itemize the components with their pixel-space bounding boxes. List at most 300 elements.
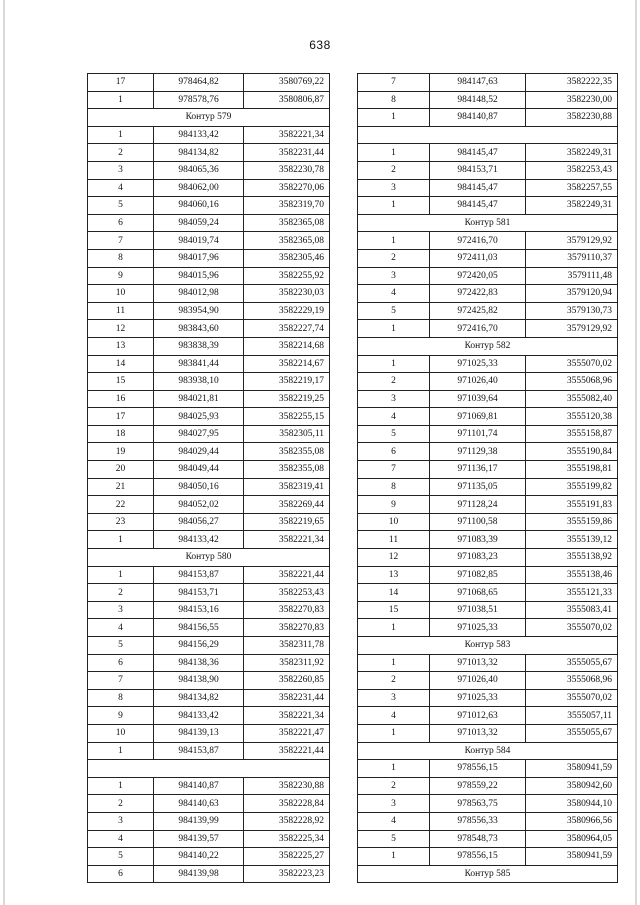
x-coordinate: 984012,98: [154, 285, 244, 303]
x-coordinate: 984062,00: [154, 179, 244, 197]
y-coordinate: 3582257,55: [526, 179, 618, 197]
table-row: [88, 179, 330, 197]
x-coordinate: 984017,96: [154, 249, 244, 267]
x-coordinate: 984049,44: [154, 461, 244, 479]
y-coordinate: 3582365,08: [244, 232, 330, 250]
table-row: [358, 425, 618, 443]
table-row: [358, 566, 618, 584]
y-coordinate: 3580941,59: [526, 760, 618, 778]
y-coordinate: 3555070,02: [526, 619, 618, 637]
x-coordinate: 971136,17: [430, 461, 526, 479]
point-number: 7: [88, 672, 154, 690]
point-number: 12: [358, 549, 430, 567]
y-coordinate: 3580769,22: [244, 74, 330, 92]
y-coordinate: 3555190,84: [526, 443, 618, 461]
x-coordinate: 984156,29: [154, 637, 244, 655]
point-number: 7: [88, 232, 154, 250]
point-number: 20: [88, 461, 154, 479]
point-number: 5: [88, 197, 154, 215]
point-number: 13: [88, 337, 154, 355]
y-coordinate: 3582230,88: [244, 777, 330, 795]
y-coordinate: 3582255,15: [244, 408, 330, 426]
x-coordinate: 984153,87: [154, 566, 244, 584]
table-row: [358, 197, 618, 215]
y-coordinate: 3582214,68: [244, 337, 330, 355]
x-coordinate: 984134,82: [154, 689, 244, 707]
coordinates-table-left: [87, 73, 330, 883]
y-coordinate: 3582305,11: [244, 425, 330, 443]
contour-title: Контур 582: [358, 337, 618, 355]
y-coordinate: 3582222,35: [526, 74, 618, 92]
contour-title: Контур 584: [358, 742, 618, 760]
x-coordinate: 971068,65: [430, 584, 526, 602]
y-coordinate: 3555191,83: [526, 496, 618, 514]
x-coordinate: 984065,36: [154, 161, 244, 179]
contour-title: Контур 581: [358, 214, 618, 232]
table-row: [88, 584, 330, 602]
y-coordinate: 3582253,43: [244, 584, 330, 602]
table-row: [358, 707, 618, 725]
contour-header-row: [358, 637, 618, 655]
table-row: [358, 689, 618, 707]
contour-header-row: [358, 742, 618, 760]
x-coordinate: 984029,44: [154, 443, 244, 461]
table-row: [358, 267, 618, 285]
x-coordinate: 984147,63: [430, 74, 526, 92]
table-row: [88, 672, 330, 690]
x-coordinate: 971100,58: [430, 513, 526, 531]
x-coordinate: 984153,71: [430, 161, 526, 179]
table-row: [358, 619, 618, 637]
point-number: 9: [88, 707, 154, 725]
x-coordinate: 983954,90: [154, 302, 244, 320]
x-coordinate: 971083,39: [430, 531, 526, 549]
x-coordinate: 972411,03: [430, 249, 526, 267]
point-number: 4: [88, 619, 154, 637]
x-coordinate: 984019,74: [154, 232, 244, 250]
point-number: 2: [88, 795, 154, 813]
x-coordinate: 978464,82: [154, 74, 244, 92]
x-coordinate: 984148,52: [430, 91, 526, 109]
x-coordinate: 978556,15: [430, 760, 526, 778]
table-row: [88, 707, 330, 725]
table-row: [88, 777, 330, 795]
point-number: 7: [358, 74, 430, 92]
y-coordinate: 3582219,25: [244, 390, 330, 408]
point-number: 1: [358, 197, 430, 215]
point-number: 6: [88, 214, 154, 232]
x-coordinate: 984140,22: [154, 848, 244, 866]
y-coordinate: 3580964,05: [526, 830, 618, 848]
y-coordinate: 3582231,44: [244, 689, 330, 707]
table-row: [358, 724, 618, 742]
y-coordinate: 3582219,65: [244, 513, 330, 531]
point-number: 5: [88, 848, 154, 866]
point-number: 1: [358, 320, 430, 338]
point-number: 2: [88, 584, 154, 602]
x-coordinate: 984140,63: [154, 795, 244, 813]
point-number: 3: [358, 689, 430, 707]
x-coordinate: 972416,70: [430, 320, 526, 338]
table-row: [358, 496, 618, 514]
table-row: [358, 408, 618, 426]
page-number: 638: [309, 38, 331, 52]
y-coordinate: 3555139,12: [526, 531, 618, 549]
y-coordinate: 3582221,44: [244, 742, 330, 760]
table-row: [88, 425, 330, 443]
y-coordinate: 3555121,33: [526, 584, 618, 602]
point-number: 4: [358, 285, 430, 303]
x-coordinate: 971025,33: [430, 689, 526, 707]
y-coordinate: 3582221,34: [244, 707, 330, 725]
point-number: 4: [358, 707, 430, 725]
y-coordinate: 3582305,46: [244, 249, 330, 267]
point-number: 17: [88, 408, 154, 426]
point-number: 1: [88, 91, 154, 109]
point-number: 2: [358, 672, 430, 690]
table-row: [88, 161, 330, 179]
table-row: [358, 109, 618, 127]
x-coordinate: 984134,82: [154, 144, 244, 162]
point-number: 1: [358, 848, 430, 866]
x-coordinate: 972416,70: [430, 232, 526, 250]
x-coordinate: 984133,42: [154, 707, 244, 725]
point-number: 6: [358, 443, 430, 461]
point-number: 6: [88, 865, 154, 883]
y-coordinate: 3580966,56: [526, 812, 618, 830]
x-coordinate: 984025,93: [154, 408, 244, 426]
point-number: 1: [358, 355, 430, 373]
point-number: 11: [358, 531, 430, 549]
point-number: 2: [358, 373, 430, 391]
x-coordinate: 984145,47: [430, 179, 526, 197]
table-row: [358, 760, 618, 778]
x-coordinate: 984027,95: [154, 425, 244, 443]
y-coordinate: 3582319,70: [244, 197, 330, 215]
y-coordinate: 3579129,92: [526, 232, 618, 250]
point-number: 11: [88, 302, 154, 320]
table-row: [358, 513, 618, 531]
table-row: [358, 390, 618, 408]
point-number: 1: [358, 232, 430, 250]
point-number: 6: [88, 654, 154, 672]
y-coordinate: 3582228,84: [244, 795, 330, 813]
x-coordinate: 971013,32: [430, 724, 526, 742]
x-coordinate: 984153,16: [154, 601, 244, 619]
x-coordinate: 984139,98: [154, 865, 244, 883]
point-number: 15: [88, 373, 154, 391]
x-coordinate: 984139,57: [154, 830, 244, 848]
table-row: [358, 654, 618, 672]
table-row: [88, 197, 330, 215]
point-number: 18: [88, 425, 154, 443]
point-number: 7: [358, 461, 430, 479]
point-number: 1: [358, 144, 430, 162]
point-number: 17: [88, 74, 154, 92]
x-coordinate: 978556,15: [430, 848, 526, 866]
y-coordinate: 3582227,74: [244, 320, 330, 338]
point-number: 5: [358, 425, 430, 443]
x-coordinate: 984139,99: [154, 812, 244, 830]
y-coordinate: 3555068,96: [526, 672, 618, 690]
table-row: [88, 637, 330, 655]
table-row: [88, 461, 330, 479]
scan-edge-right: [635, 0, 637, 905]
table-row: [358, 795, 618, 813]
point-number: 5: [358, 302, 430, 320]
point-number: 1: [358, 654, 430, 672]
point-number: 1: [358, 724, 430, 742]
x-coordinate: 984133,42: [154, 126, 244, 144]
x-coordinate: 984060,16: [154, 197, 244, 215]
x-coordinate: 971012,63: [430, 707, 526, 725]
contour-title: Контур 585: [358, 865, 618, 883]
contour-header-row: [358, 214, 618, 232]
y-coordinate: 3582260,85: [244, 672, 330, 690]
blank-separator-row: [88, 760, 330, 778]
table-row: [358, 830, 618, 848]
point-number: 8: [358, 91, 430, 109]
table-row: [88, 478, 330, 496]
contour-header-row: [358, 337, 618, 355]
table-row: [358, 478, 618, 496]
y-coordinate: 3582229,19: [244, 302, 330, 320]
x-coordinate: 984052,02: [154, 496, 244, 514]
point-number: 3: [88, 601, 154, 619]
y-coordinate: 3582221,47: [244, 724, 330, 742]
contour-header-row: [358, 865, 618, 883]
y-coordinate: 3582355,08: [244, 443, 330, 461]
y-coordinate: 3582270,83: [244, 619, 330, 637]
y-coordinate: 3582355,08: [244, 461, 330, 479]
point-number: 4: [358, 812, 430, 830]
y-coordinate: 3582253,43: [526, 161, 618, 179]
y-coordinate: 3582221,44: [244, 566, 330, 584]
table-row: [358, 249, 618, 267]
point-number: 23: [88, 513, 154, 531]
table-row: [358, 848, 618, 866]
table-row: [88, 249, 330, 267]
y-coordinate: 3555055,67: [526, 654, 618, 672]
y-coordinate: 3582225,27: [244, 848, 330, 866]
y-coordinate: 3582230,00: [526, 91, 618, 109]
point-number: 4: [88, 179, 154, 197]
table-row: [88, 91, 330, 109]
point-number: 16: [88, 390, 154, 408]
x-coordinate: 971026,40: [430, 672, 526, 690]
table-row: [88, 812, 330, 830]
x-coordinate: 971025,33: [430, 355, 526, 373]
y-coordinate: 3579120,94: [526, 285, 618, 303]
table-row: [358, 549, 618, 567]
point-number: 12: [88, 320, 154, 338]
table-row: [358, 443, 618, 461]
point-number: 8: [358, 478, 430, 496]
contour-title: Контур 580: [88, 549, 330, 567]
point-number: 9: [358, 496, 430, 514]
x-coordinate: 984133,42: [154, 531, 244, 549]
point-number: 4: [358, 408, 430, 426]
point-number: 8: [88, 689, 154, 707]
x-coordinate: 984140,87: [430, 109, 526, 127]
table-row: [358, 461, 618, 479]
blank-cell: [358, 126, 618, 144]
table-row: [88, 443, 330, 461]
blank-cell: [88, 760, 330, 778]
y-coordinate: 3582365,08: [244, 214, 330, 232]
x-coordinate: 978559,22: [430, 777, 526, 795]
scan-edge-left: [3, 0, 5, 905]
y-coordinate: 3580806,87: [244, 91, 330, 109]
x-coordinate: 984138,36: [154, 654, 244, 672]
y-coordinate: 3580944,10: [526, 795, 618, 813]
point-number: 2: [358, 249, 430, 267]
point-number: 3: [358, 795, 430, 813]
table-row: [88, 267, 330, 285]
y-coordinate: 3580941,59: [526, 848, 618, 866]
y-coordinate: 3555199,82: [526, 478, 618, 496]
point-number: 10: [88, 724, 154, 742]
x-coordinate: 978548,73: [430, 830, 526, 848]
point-number: 1: [358, 619, 430, 637]
x-coordinate: 971101,74: [430, 425, 526, 443]
contour-header-row: [88, 109, 330, 127]
table-row: [88, 724, 330, 742]
point-number: 2: [358, 777, 430, 795]
point-number: 1: [358, 109, 430, 127]
table-row: [358, 320, 618, 338]
y-coordinate: 3582231,44: [244, 144, 330, 162]
x-coordinate: 971135,05: [430, 478, 526, 496]
y-coordinate: 3582214,67: [244, 355, 330, 373]
x-coordinate: 984145,47: [430, 144, 526, 162]
point-number: 14: [358, 584, 430, 602]
x-coordinate: 971129,38: [430, 443, 526, 461]
table-row: [88, 232, 330, 250]
table-row: [88, 513, 330, 531]
x-coordinate: 971128,24: [430, 496, 526, 514]
table-row: [88, 865, 330, 883]
x-coordinate: 978578,76: [154, 91, 244, 109]
point-number: 1: [88, 777, 154, 795]
point-number: 10: [358, 513, 430, 531]
point-number: 10: [88, 285, 154, 303]
y-coordinate: 3582255,92: [244, 267, 330, 285]
y-coordinate: 3582249,31: [526, 144, 618, 162]
point-number: 15: [358, 601, 430, 619]
table-row: [358, 584, 618, 602]
table-row: [358, 74, 618, 92]
table-row: [88, 74, 330, 92]
point-number: 1: [88, 742, 154, 760]
y-coordinate: 3582219,17: [244, 373, 330, 391]
table-row: [88, 601, 330, 619]
table-row: [88, 355, 330, 373]
y-coordinate: 3555198,81: [526, 461, 618, 479]
x-coordinate: 983843,60: [154, 320, 244, 338]
y-coordinate: 3582221,34: [244, 531, 330, 549]
point-number: 2: [358, 161, 430, 179]
y-coordinate: 3555159,86: [526, 513, 618, 531]
y-coordinate: 3582230,03: [244, 285, 330, 303]
point-number: 4: [88, 830, 154, 848]
point-number: 3: [358, 179, 430, 197]
table-row: [88, 408, 330, 426]
y-coordinate: 3555120,38: [526, 408, 618, 426]
x-coordinate: 971083,23: [430, 549, 526, 567]
table-row: [358, 179, 618, 197]
contour-header-row: [88, 549, 330, 567]
x-coordinate: 984153,87: [154, 742, 244, 760]
x-coordinate: 983938,10: [154, 373, 244, 391]
table-row: [358, 161, 618, 179]
y-coordinate: 3582225,34: [244, 830, 330, 848]
point-number: 3: [88, 812, 154, 830]
point-number: 1: [88, 126, 154, 144]
table-row: [358, 601, 618, 619]
y-coordinate: 3582249,31: [526, 197, 618, 215]
y-coordinate: 3579111,48: [526, 267, 618, 285]
table-row: [88, 566, 330, 584]
table-row: [88, 619, 330, 637]
table-row: [358, 812, 618, 830]
x-coordinate: 972425,82: [430, 302, 526, 320]
x-coordinate: 983838,39: [154, 337, 244, 355]
point-number: 2: [88, 144, 154, 162]
x-coordinate: 971069,81: [430, 408, 526, 426]
contour-title: Контур 579: [88, 109, 330, 127]
x-coordinate: 978563,75: [430, 795, 526, 813]
table-row: [88, 126, 330, 144]
y-coordinate: 3582223,23: [244, 865, 330, 883]
point-number: 13: [358, 566, 430, 584]
table-row: [358, 302, 618, 320]
y-coordinate: 3582228,92: [244, 812, 330, 830]
y-coordinate: 3555070,02: [526, 689, 618, 707]
table-row: [358, 144, 618, 162]
y-coordinate: 3582270,83: [244, 601, 330, 619]
y-coordinate: 3582319,41: [244, 478, 330, 496]
table-row: [88, 689, 330, 707]
table-row: [88, 531, 330, 549]
x-coordinate: 984021,81: [154, 390, 244, 408]
table-row: [358, 232, 618, 250]
x-coordinate: 984153,71: [154, 584, 244, 602]
table-row: [358, 373, 618, 391]
point-number: 9: [88, 267, 154, 285]
x-coordinate: 984156,55: [154, 619, 244, 637]
point-number: 1: [88, 531, 154, 549]
table-row: [88, 742, 330, 760]
y-coordinate: 3555082,40: [526, 390, 618, 408]
table-row: [88, 214, 330, 232]
x-coordinate: 984050,16: [154, 478, 244, 496]
point-number: 1: [88, 566, 154, 584]
table-row: [358, 672, 618, 690]
x-coordinate: 972422,83: [430, 285, 526, 303]
y-coordinate: 3582230,78: [244, 161, 330, 179]
x-coordinate: 984015,96: [154, 267, 244, 285]
point-number: 21: [88, 478, 154, 496]
point-number: 5: [358, 830, 430, 848]
table-row: [88, 373, 330, 391]
x-coordinate: 984059,24: [154, 214, 244, 232]
blank-separator-row: [358, 126, 618, 144]
table-row: [358, 777, 618, 795]
table-row: [88, 496, 330, 514]
point-number: 19: [88, 443, 154, 461]
point-number: 1: [358, 760, 430, 778]
